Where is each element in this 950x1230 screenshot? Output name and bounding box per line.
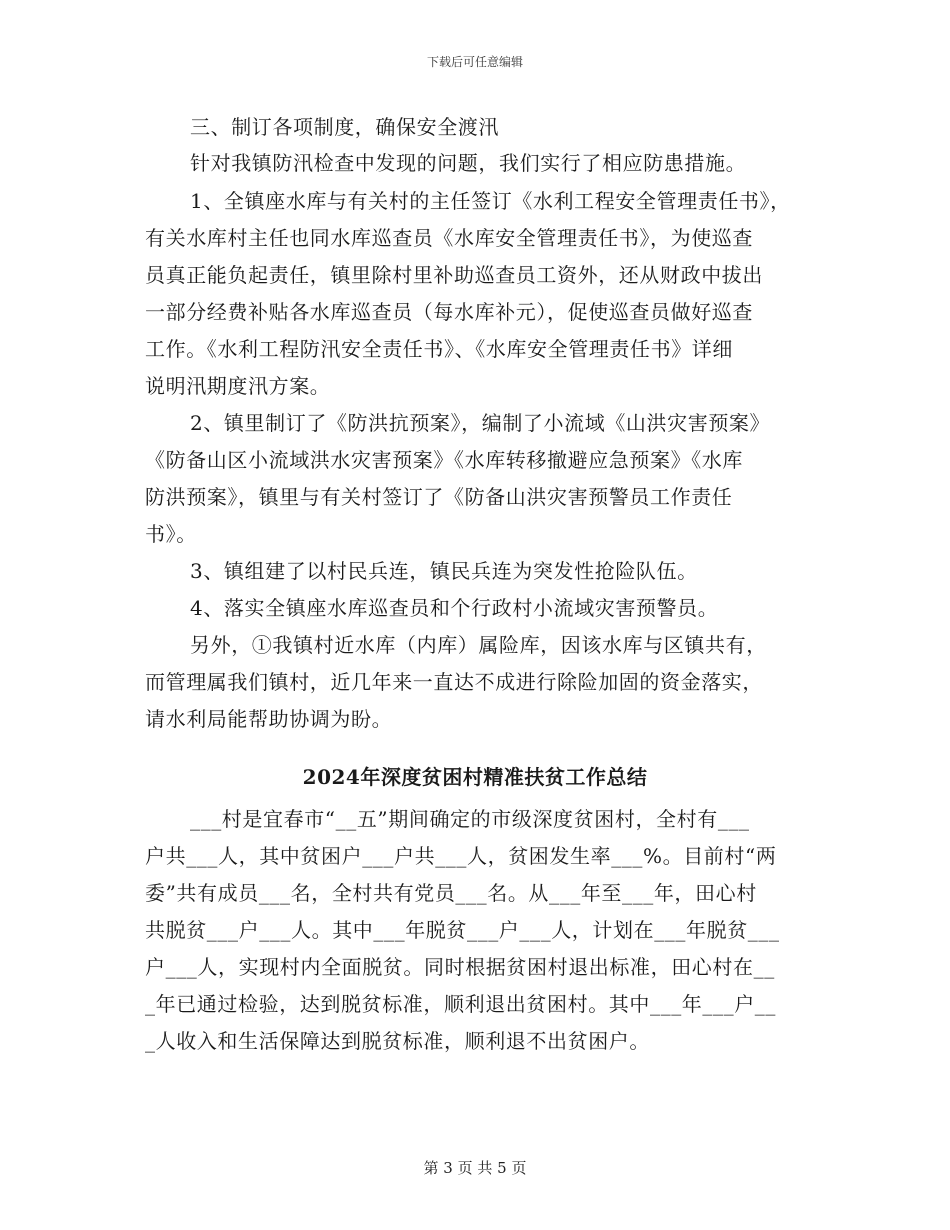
paragraph-line: 一部分经费补贴各水库巡查员（每水库补元），促使巡查员做好巡查 (145, 300, 753, 324)
paragraph-line: 员真正能负起责任，镇里除村里补助巡查员工资外，还从财政中拔出 (145, 263, 763, 287)
paragraph-line: ___村是宜春市“__五”期间确定的市级深度贫困村，全村有___ (190, 807, 750, 831)
section-heading: 三、制订各项制度，确保安全渡汛 (190, 115, 499, 139)
paragraph-line: 工作。《水利工程防汛安全责任书》、《水库安全管理责任书》详细 (145, 337, 733, 361)
paragraph-line: _人收入和生活保障达到脱贫标准，顺利退不出贫困户。 (145, 1029, 650, 1053)
paragraph-line: 防洪预案》，镇里与有关村签订了《防备山洪灾害预警员工作责任 (145, 485, 733, 509)
paragraph-line: 针对我镇防汛检查中发现的问题，我们实行了相应防患措施。 (190, 151, 747, 175)
paragraph-line: 说明汛期度汛方案。 (145, 374, 331, 398)
paragraph-line: 《防备山区小流域洪水灾害预案》《水库转移撤避应急预案》《水库 (145, 448, 743, 472)
paragraph-line: 另外，①我镇村近水库（内库）属险库，因该水库与区镇共有， (190, 633, 767, 657)
paragraph-line: 有关水库村主任也同水库巡查员《水库安全管理责任书》，为使巡查 (145, 226, 753, 250)
paragraph-line: 而管理属我们镇村，近几年来一直达不成进行除险加固的资金落实， (145, 670, 763, 694)
paragraph-line: 户___人，实现村内全面脱贫。同时根据贫困村退出标准，田心村在__ (145, 955, 775, 979)
paragraph-line: _年已通过检验，达到脱贫标准，顺利退出贫困村。其中___年___户__ (145, 992, 776, 1016)
page-header-note: 下载后可任意编辑 (426, 55, 523, 69)
document-title: 2024年深度贫困村精准扶贫工作总结 (302, 765, 648, 789)
paragraph-line: 户共___人，其中贫困户___户共___人，贫困发生率___%。目前村“两 (145, 844, 777, 868)
paragraph-line: 3、镇组建了以村民兵连，镇民兵连为突发性抢险队伍。 (190, 559, 698, 583)
page-footer-number: 第 3 页 共 5 页 (423, 1159, 527, 1177)
paragraph-line: 书》。 (145, 522, 197, 546)
paragraph-line: 4、落实全镇座水库巡查员和个行政村小流域灾害预警员。 (190, 596, 719, 620)
paragraph-line: 共脱贫___户___人。其中___年脱贫___户___人，计划在___年脱贫___ (145, 918, 780, 942)
paragraph-line: 2、镇里制订了《防洪抗预案》，编制了小流域《山洪灾害预案》 (190, 411, 771, 435)
paragraph-line: 1、全镇座水库与有关村的主任签订《水利工程安全管理责任书》， (190, 189, 791, 213)
paragraph-line: 请水利局能帮助协调为盼。 (145, 707, 393, 731)
paragraph-line: 委”共有成员___名，全村共有党员___名。从___年至___年，田心村 (145, 881, 757, 905)
